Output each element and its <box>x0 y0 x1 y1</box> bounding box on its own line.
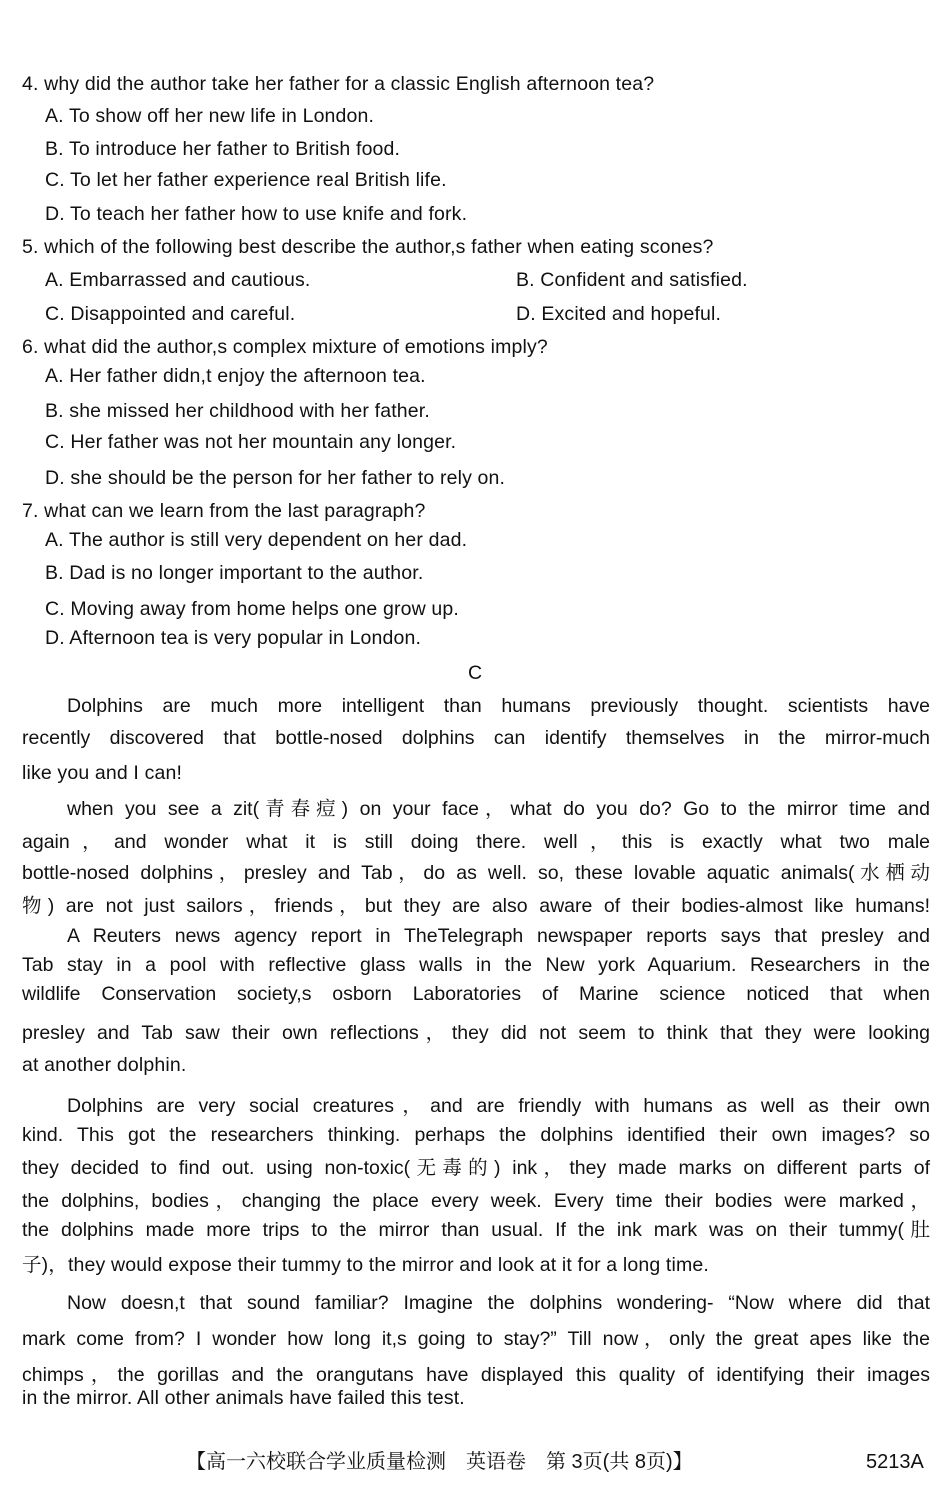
footer-code: 5213A <box>866 1451 924 1473</box>
passage-line: recently discovered that bottle-nosed dolphins can identify themselves in the mirror-much <box>22 727 930 749</box>
section-label: C <box>467 662 483 684</box>
passage-line: chimps，the gorillas and the orangutans have displayed this quality of identifying their images <box>22 1364 930 1386</box>
passage-line: like you and I can! <box>22 762 183 784</box>
passage-line: Dolphins are very social creatures，and are friendly with humans as well as their own <box>67 1095 930 1117</box>
passage-line: Now doesn,t that sound familiar? Imagine the dolphins wondering- “Now where did that <box>67 1292 930 1314</box>
question-6-option-d: D. she should be the person for her father to rely on. <box>45 467 506 489</box>
passage-line: they decided to find out. using non-toxic(无毒的) ink，they made marks on different parts of <box>22 1157 930 1179</box>
question-4-option-d: D. To teach her father how to use knife and fork. <box>45 203 468 225</box>
passage-line: at another dolphin. <box>22 1054 187 1076</box>
question-4-option-c: C. To let her father experience real British life. <box>45 169 447 191</box>
question-4-stem: 4. why did the author take her father for a classic English afternoon tea? <box>22 73 655 95</box>
question-5-option-a: A. Embarrassed and cautious. <box>45 269 311 291</box>
passage-line: 子)，they would expose their tummy to the mirror and look at it for a long time. <box>22 1254 709 1276</box>
question-5-option-c: C. Disappointed and careful. <box>45 303 296 325</box>
question-7-stem: 7. what can we learn from the last paragraph? <box>22 500 426 522</box>
passage-line: kind. This got the researchers thinking. perhaps the dolphins identified their own images? so <box>22 1124 930 1146</box>
question-5-stem: 5. which of the following best describe the author,s father when eating scones? <box>22 236 714 258</box>
passage-line: Tab stay in a pool with reflective glass walls in the New york Aquarium. Researchers in the <box>22 954 930 976</box>
question-7-option-d: D. Afternoon tea is very popular in London. <box>45 627 422 649</box>
footer-title: 【高一六校联合学业质量检测 英语卷 第 3页(共 8页)】 <box>186 1451 693 1473</box>
passage-line: A Reuters news agency report in TheTelegraph newspaper reports says that presley and <box>67 925 930 947</box>
passage-line: when you see a zit(青春痘) on your face，what do you do? Go to the mirror time and <box>67 798 930 820</box>
question-4-option-b: B. To introduce her father to British food. <box>45 138 401 160</box>
question-5-option-b: B. Confident and satisfied. <box>516 269 748 291</box>
passage-line: bottle-nosed dolphins，presley and Tab，do as well. so, these lovable aquatic animals(水栖动 <box>22 862 930 884</box>
passage-line: the dolphins, bodies，changing the place every week. Every time their bodies were marked， <box>22 1190 930 1212</box>
question-6-option-a: A. Her father didn,t enjoy the afternoon tea. <box>45 365 426 387</box>
question-7-option-b: B. Dad is no longer important to the author. <box>45 562 424 584</box>
passage-line: presley and Tab saw their own reflections，they did not seem to think that they were looking <box>22 1022 930 1044</box>
passage-line: again，and wonder what it is still doing there. well，this is exactly what two male <box>22 831 930 853</box>
question-5-option-d: D. Excited and hopeful. <box>516 303 722 325</box>
question-7-option-a: A. The author is still very dependent on her dad. <box>45 529 468 551</box>
question-4-option-a: A. To show off her new life in London. <box>45 105 375 127</box>
passage-line: 物) are not just sailors，friends，but they are also aware of their bodies-almost like humans! <box>22 895 930 917</box>
passage-line: wildlife Conservation society,s osborn Laboratories of Marine science noticed that when <box>22 983 930 1005</box>
question-6-option-c: C. Her father was not her mountain any longer. <box>45 431 457 453</box>
passage-line: mark come from? I wonder how long it,s going to stay?” Till now，only the great apes like the <box>22 1328 930 1350</box>
passage-line: the dolphins made more trips to the mirror than usual. If the ink mark was on their tummy(肚 <box>22 1219 930 1241</box>
question-6-stem: 6. what did the author,s complex mixture of emotions imply? <box>22 336 548 358</box>
passage-line: in the mirror. All other animals have failed this test. <box>22 1387 465 1409</box>
question-7-option-c: C. Moving away from home helps one grow up. <box>45 598 459 620</box>
passage-line: Dolphins are much more intelligent than humans previously thought. scientists have <box>67 695 930 717</box>
question-6-option-b: B. she missed her childhood with her father. <box>45 400 430 422</box>
